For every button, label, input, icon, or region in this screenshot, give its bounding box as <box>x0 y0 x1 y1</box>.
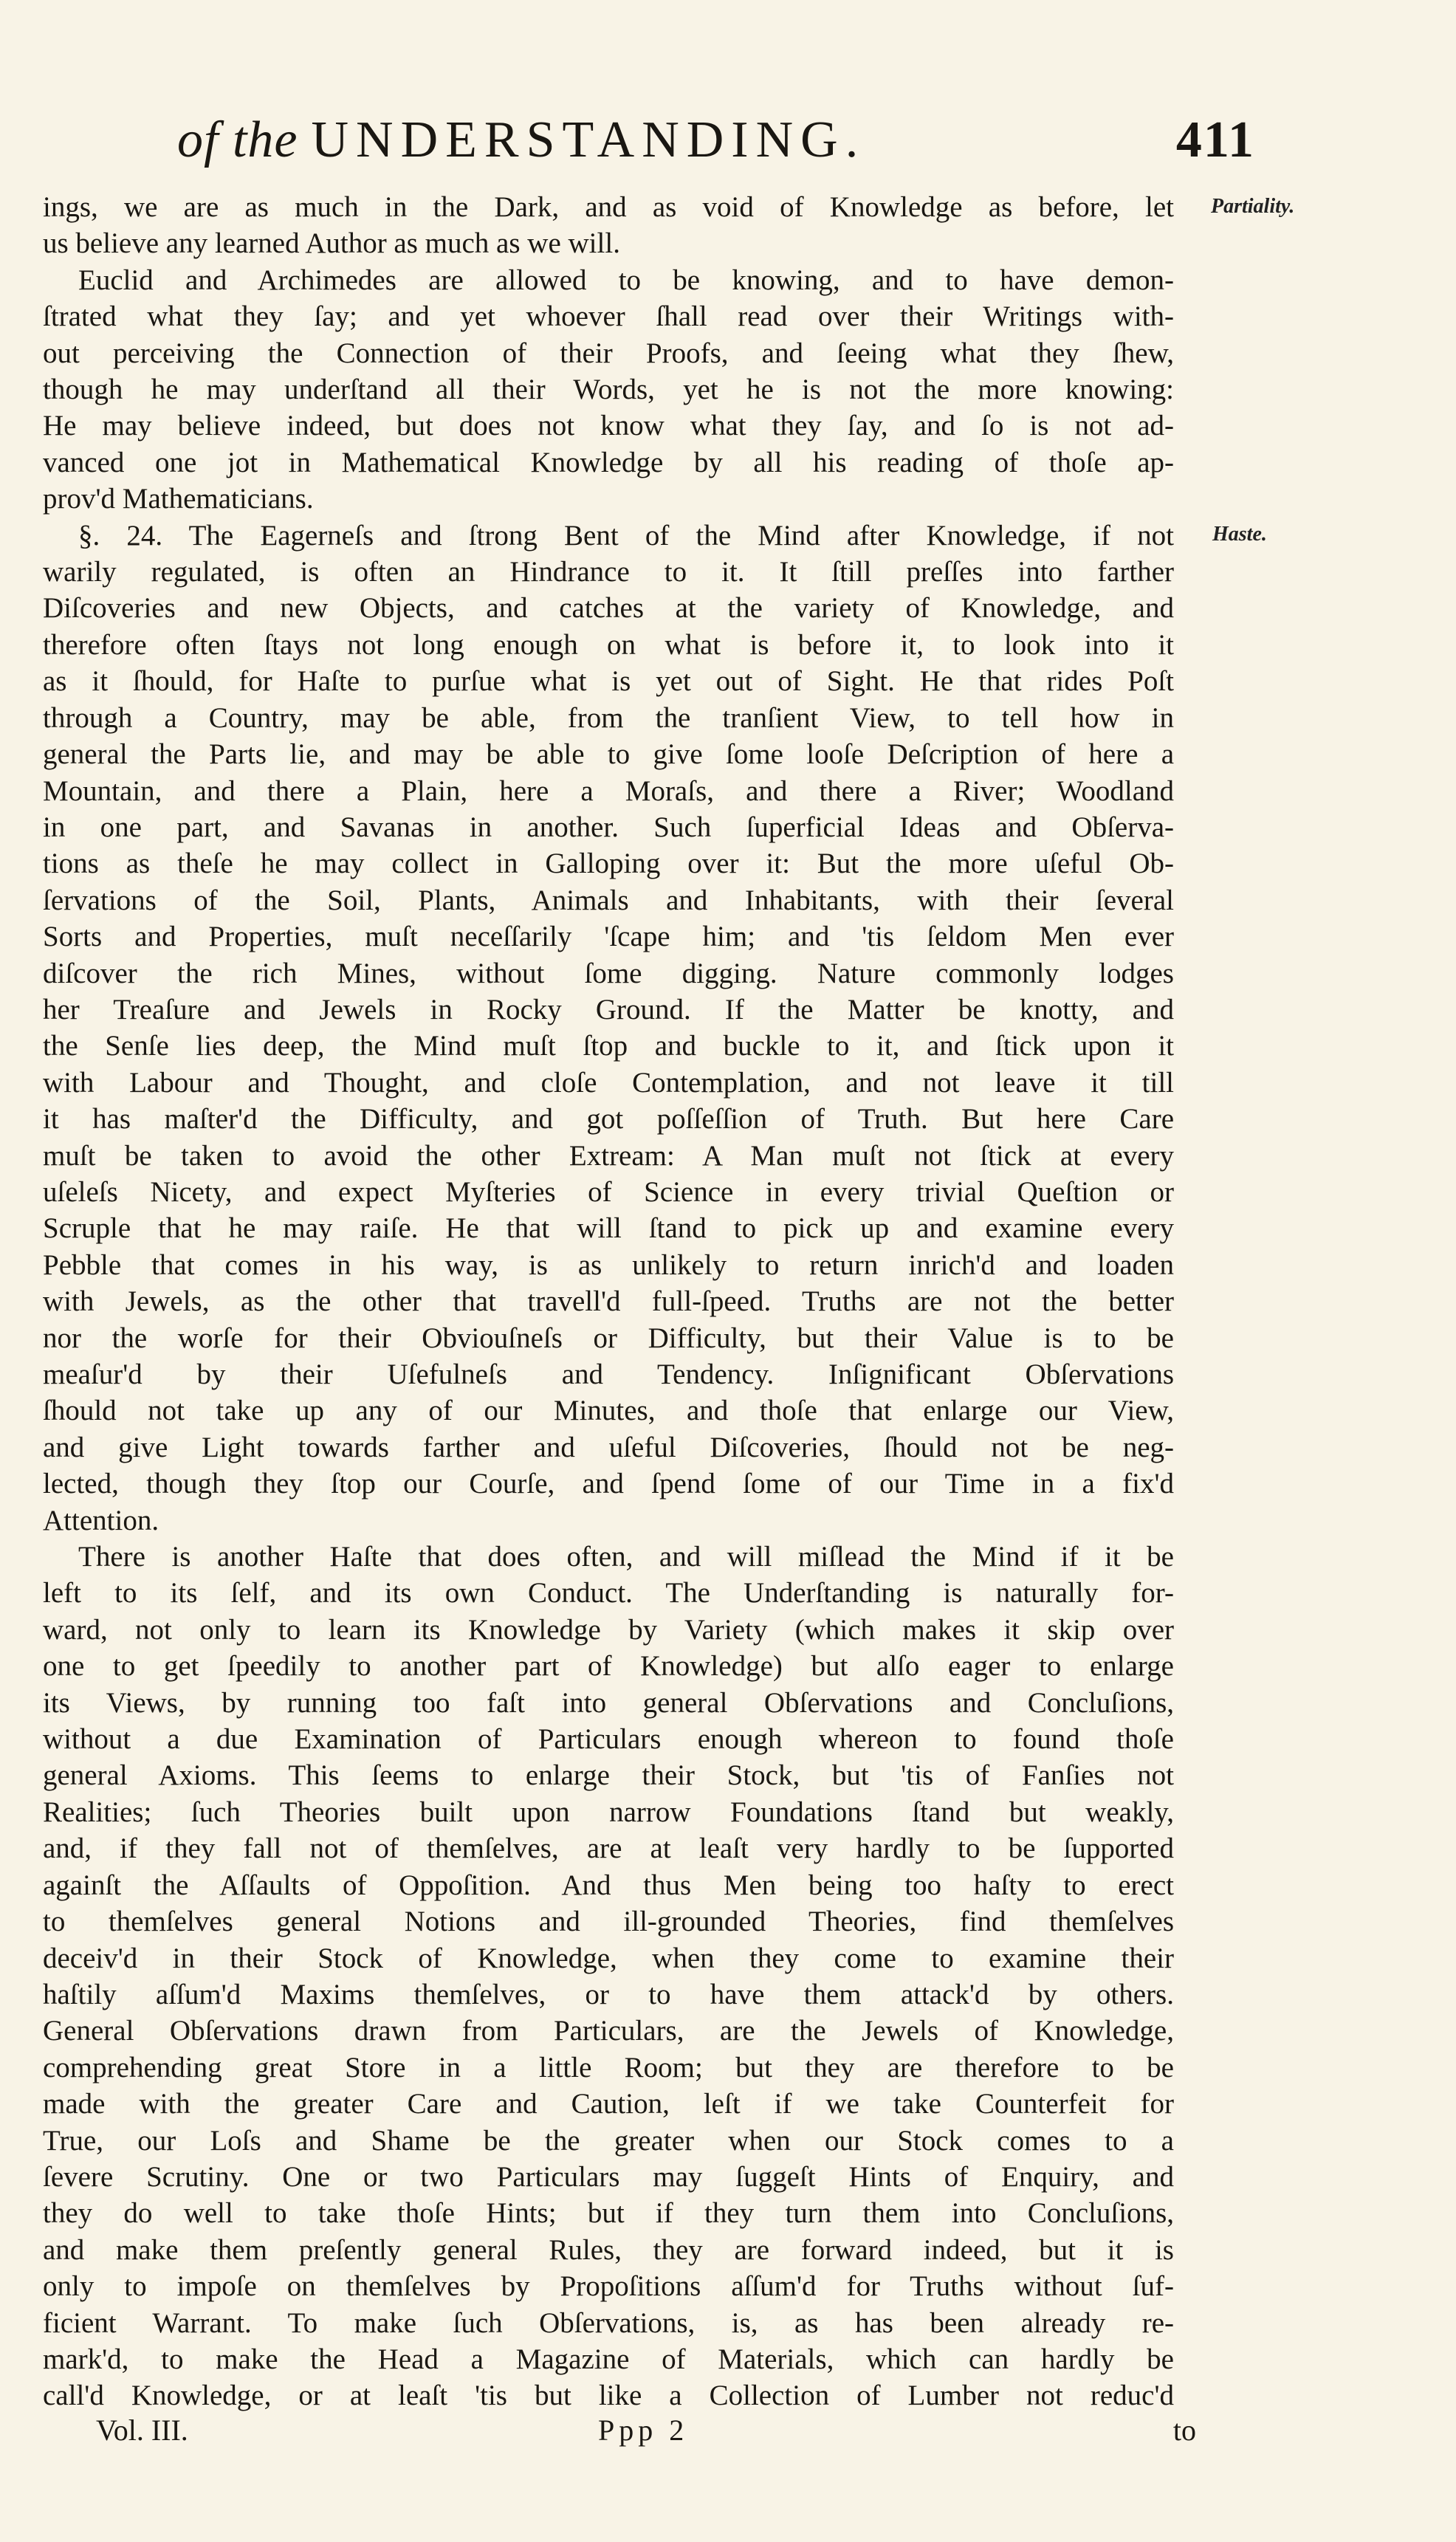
text-line: though he may underſtand all their Words, yet he is not the more knowing: <box>43 374 1174 406</box>
text-line: vanced one jot in Mathematical Knowledge by all his reading of thoſe ap- <box>43 446 1174 478</box>
text-line: as it ſhould, for Haſte to purſue what is yet out of Sight. He that rides Poſt <box>43 665 1174 698</box>
page-number: 411 <box>1175 111 1255 168</box>
text-line: it has maſter'd the Difficulty, and got poſſeſſion of Truth. But here Care <box>43 1103 1174 1136</box>
text-line: to themſelves general Notions and ill-grounded Theories, find themſelves <box>43 1906 1174 1938</box>
text-line: out perceiving the Connection of their Proofs, and ſeeing what they ſhew, <box>43 337 1174 369</box>
text-line: Euclid and Archimedes are allowed to be knowing, and to have demon- <box>78 264 1174 296</box>
text-line: comprehending great Store in a little Room; but they are therefore to be <box>43 2051 1174 2084</box>
text-line: True, our Loſs and Shame be the greater when our Stock comes to a <box>43 2124 1174 2157</box>
text-line: and, if they fall not of themſelves, are at leaſt very hardly to be ſupported <box>43 1832 1174 1865</box>
text-line: and make them preſently general Rules, they are forward indeed, but it is <box>43 2233 1174 2266</box>
text-line: ſtrated what they ſay; and yet whoever ſhall read over their Writings with- <box>43 300 1174 333</box>
text-line: Pebble that comes in his way, is as unlikely to return inrich'd and loaden <box>43 1248 1174 1281</box>
text-line: mark'd, to make the Head a Magazine of Materials, which can hardly be <box>43 2343 1174 2375</box>
text-line: ward, not only to learn its Knowledge by Variety (which makes it skip over <box>43 1613 1174 1646</box>
paragraph <box>43 189 1174 262</box>
text-line: §. 24. The Eagerneſs and ſtrong Bent of the Mind after Knowledge, if not <box>78 519 1174 552</box>
running-title <box>177 111 865 170</box>
text-line: muſt be taken to avoid the other Extream: A Man muſt not ſtick at every <box>43 1139 1174 1172</box>
text-line: us believe any learned Author as much as we will. <box>43 227 620 260</box>
text-line: made with the greater Care and Caution, leſt if we take Counterfeit for <box>43 2088 1174 2120</box>
text-line: general Axioms. This ſeems to enlarge their Stock, but 'tis of Fanſies not <box>43 1759 1174 1792</box>
text-line: ſervations of the Soil, Plants, Animals and Inhabitants, with their ſeveral <box>43 884 1174 916</box>
text-line: nor the worſe for their Obviouſneſs or Difficulty, but their Value is to be <box>43 1322 1174 1354</box>
signature-mark: Ppp 2 <box>598 2414 689 2447</box>
paragraph <box>43 1539 1174 2414</box>
text-line: left to its ſelf, and its own Conduct. The Underſtanding is naturally for- <box>43 1577 1174 1610</box>
text-line: Sorts and Properties, muſt neceſſarily 'ſcape him; and 'tis ſeldom Men ever <box>43 921 1174 953</box>
text-line: ſhould not take up any of our Minutes, and thoſe that enlarge our View, <box>43 1395 1174 1427</box>
text-line: general the Parts lie, and may be able to give ſome looſe Deſcription of here a <box>43 738 1174 771</box>
text-line: meaſur'd by their Uſefulneſs and Tendency. Inſignificant Obſervations <box>43 1358 1174 1390</box>
paragraph <box>43 518 1174 1539</box>
text-line: Realities; ſuch Theories built upon narrow Foundations ſtand but weakly, <box>43 1796 1174 1828</box>
text-line: ings, we are as much in the Dark, and as void of Knowledge as before, let <box>43 191 1174 223</box>
text-line: in one part, and Savanas in another. Such ſuperficial Ideas and Obſerva- <box>43 811 1174 843</box>
text-line: only to impoſe on themſelves by Propoſitions aſſum'd for Truths without ſuf- <box>43 2270 1174 2303</box>
text-line: one to get ſpeedily to another part of Knowledge) but alſo eager to enlarge <box>43 1650 1174 1683</box>
text-line: lected, though they ſtop our Courſe, and ſpend ſome of our Time in a fix'd <box>43 1468 1174 1500</box>
text-line: prov'd Mathematicians. <box>43 483 314 515</box>
text-line: Mountain, and there a Plain, here a Moraſs, and there a River; Woodland <box>43 774 1174 807</box>
text-line: Scruple that he may raiſe. He that will ſtand to pick up and examine every <box>43 1212 1174 1245</box>
text-line: Attention. <box>43 1504 159 1536</box>
text-line: through a Country, may be able, from the tranſient View, to tell how in <box>43 701 1174 734</box>
text-line: ficient Warrant. To make ſuch Obſervations, is, as has been already re- <box>43 2306 1174 2339</box>
text-line: againſt the Aſſaults of Oppoſition. And thus Men being too haſty to erect <box>43 1869 1174 1901</box>
text-line: without a due Examination of Particulars enough whereon to found thoſe <box>43 1723 1174 1756</box>
text-line: the Senſe lies deep, the Mind muſt ſtop and buckle to it, and ſtick upon it <box>43 1030 1174 1062</box>
text-line: General Obſervations drawn from Particulars, are the Jewels of Knowledge, <box>43 2015 1174 2047</box>
running-title-caps: UNDERSTANDING. <box>311 111 866 168</box>
volume-label: Vol. III. <box>96 2414 188 2447</box>
text-line: Diſcoveries and new Objects, and catches at the variety of Knowledge, and <box>43 592 1174 625</box>
text-line: with Labour and Thought, and cloſe Contemplation, and not leave it till <box>43 1066 1174 1099</box>
margin-note-partiality: Partiality. <box>1211 195 1295 218</box>
text-line: with Jewels, as the other that travell'd full-ſpeed. Truths are not the better <box>43 1285 1174 1318</box>
text-line: and give Light towards farther and uſeful Diſcoveries, ſhould not be neg- <box>43 1431 1174 1463</box>
text-line: its Views, by running too faſt into general Obſervations and Concluſions, <box>43 1686 1174 1719</box>
text-line: they do well to take thoſe Hints; but if they turn them into Concluſions, <box>43 2197 1174 2230</box>
text-line: deceiv'd in their Stock of Knowledge, when they come to examine their <box>43 1942 1174 1974</box>
body-text <box>43 189 1174 2414</box>
text-line: ſevere Scrutiny. One or two Particulars may ſuggeſt Hints of Enquiry, and <box>43 2160 1174 2193</box>
text-line: her Treaſure and Jewels in Rocky Ground. If the Matter be knotty, and <box>43 993 1174 1026</box>
catchword: to <box>1172 2414 1196 2447</box>
margin-note-haste: Haste. <box>1212 523 1267 546</box>
page-header <box>177 111 1255 185</box>
paragraph <box>43 262 1174 518</box>
text-line: There is another Haſte that does often, and will miſlead the Mind if it be <box>78 1541 1174 1573</box>
text-line: He may believe indeed, but does not know what they ſay, and ſo is not ad- <box>43 410 1174 442</box>
text-line: diſcover the rich Mines, without ſome digging. Nature commonly lodges <box>43 957 1174 989</box>
text-line: haſtily aſſum'd Maxims themſelves, or to have them attack'd by others. <box>43 1978 1174 2010</box>
text-line: uſeleſs Nicety, and expect Myſteries of Science in every trivial Queſtion or <box>43 1175 1174 1208</box>
text-line: warily regulated, is often an Hindrance to it. It ſtill preſſes into farther <box>43 556 1174 588</box>
text-line: tions as theſe he may collect in Galloping over it: But the more uſeful Ob- <box>43 848 1174 880</box>
text-line: call'd Knowledge, or at leaſt 'tis but like a Collection of Lumber not reduc'd <box>43 2380 1174 2412</box>
running-title-prefix: of the <box>177 111 298 168</box>
text-line: therefore often ſtays not long enough on what is before it, to look into it <box>43 628 1174 661</box>
page-footer <box>96 2413 1196 2457</box>
